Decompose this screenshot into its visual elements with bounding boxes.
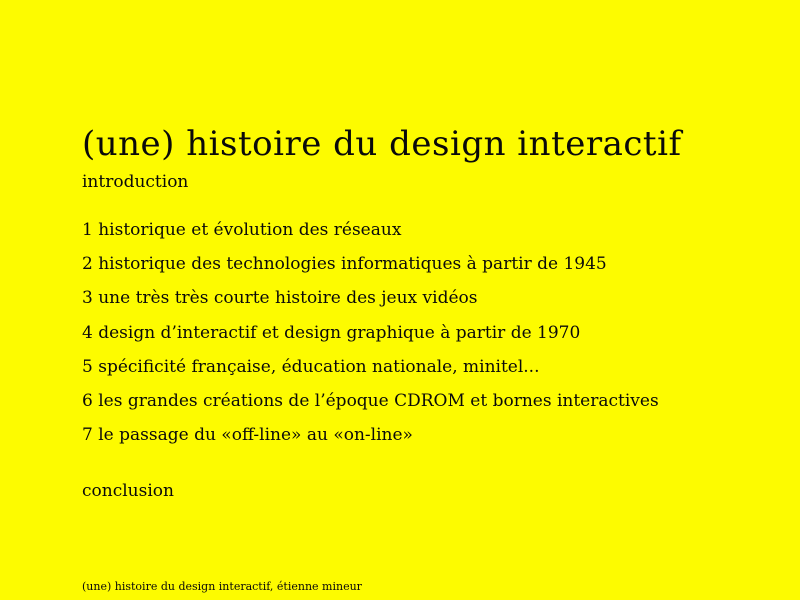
toc-item-4: 4 design d’interactif et design graphique à partir de 1970 [82, 322, 581, 343]
toc-item-3: 3 une très très courte histoire des jeux vidéos [82, 288, 478, 309]
conclusion-label: conclusion [82, 481, 174, 501]
footer-credit: (une) histoire du design interactif, étienne mineur [82, 580, 362, 593]
toc-item-7: 7 le passage du «off-line» au «on-line» [82, 425, 413, 446]
toc-item-5: 5 spécificité française, éducation nationale, minitel... [82, 356, 540, 377]
slide-title: (une) histoire du design interactif [82, 123, 682, 164]
toc-item-6: 6 les grandes créations de l’époque CDROM et bornes interactives [82, 391, 659, 412]
intro-label: introduction [82, 172, 189, 192]
toc-item-1: 1 historique et évolution des réseaux [82, 220, 402, 240]
toc-item-2: 2 historique des technologies informatiques à partir de 1945 [82, 254, 607, 275]
table-of-contents [82, 213, 659, 452]
